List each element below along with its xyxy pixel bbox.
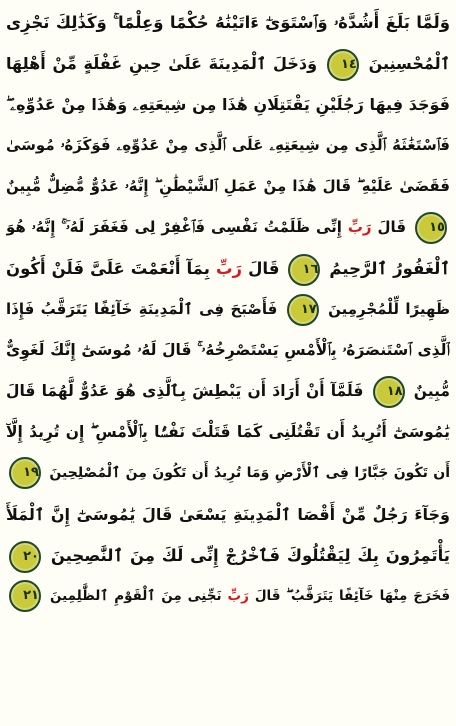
verse-number-marker: ٢٠ [9, 541, 41, 573]
verse-number-marker: ١٩ [9, 457, 41, 489]
verse-text: فَأَصْبَحَ فِى ٱلْمَدِينَةِ خَآئِفًا يَتَرَقَّبُ فَإِذَا [6, 300, 278, 318]
text-line [6, 248, 450, 289]
text-line [6, 125, 450, 166]
verse-number-marker: ١٤ [327, 49, 359, 81]
text-line [6, 412, 450, 453]
verse-text: فَلَمَّآ أَنْ أَرَادَ أَن يَبْطِشَ بِٱلَّذِى هُوَ عَدُوٌّ لَّهُمَا قَالَ [6, 382, 364, 400]
verse-text: يَأْتَمِرُونَ بِكَ لِيَقْتُلُوكَ فَٱخْرُجْ إِنِّى لَكَ مِنَ ٱلنَّٰصِحِينَ [50, 546, 450, 565]
text-line [6, 2, 450, 43]
verse-text: وَجَآءَ رَجُلٌ مِّنْ أَقْصَا ٱلْمَدِينَةِ يَسْعَىٰ قَالَ يَٰمُوسَىٰٓ إِنَّ ٱلْمَلَأَ [6, 505, 450, 524]
verse-text: ظَهِيرًا لِّلْمُجْرِمِينَ [328, 300, 450, 318]
text-line [6, 330, 450, 371]
verse-number-marker: ١٨ [373, 376, 405, 408]
text-line [6, 535, 450, 576]
verse-text: قَالَ [248, 259, 280, 278]
text-line [6, 494, 450, 535]
verse-text: فَخَرَجَ مِنْهَا خَآئِفًا يَتَرَقَّبُ ۖ قَالَ [254, 588, 450, 604]
verse-text: ٱلْغَفُورُ ٱلرَّحِيمُ [329, 259, 450, 278]
verse-text: ٱلْمُحْسِنِينَ [368, 54, 450, 73]
verse-number-marker: ١٧ [287, 294, 319, 326]
highlighted-word: رَبِّ [227, 588, 249, 604]
text-line [6, 289, 450, 330]
highlighted-word: رَبِّ [215, 259, 243, 278]
text-line [6, 371, 450, 412]
verse-text: فَوَجَدَ فِيهَا رَجُلَيْنِ يَقْتَتِلَانِ هَٰذَا مِن شِيعَتِهِۦ وَهَٰذَا مِنْ عَدُوِّهِۦ ۖ [6, 95, 450, 114]
verse-text: يَٰمُوسَىٰٓ أَتُرِيدُ أَن تَقْتُلَنِى كَمَا قَتَلْتَ نَفْسًۢا بِٱلْأَمْسِ ۖ إِن تُرِيدُ إِلَّآ [6, 423, 450, 441]
text-line [6, 207, 450, 248]
verse-text: فَٱسْتَغَٰثَهُ ٱلَّذِى مِن شِيعَتِهِۦ عَلَى ٱلَّذِى مِنْ عَدُوِّهِۦ فَوَكَزَهُۥ مُوسَىٰ [6, 136, 450, 154]
verse-text: بِمَآ أَنْعَمْتَ عَلَىَّ فَلَنْ أَكُونَ [6, 259, 210, 278]
verse-number-marker: ١٥ [415, 212, 447, 244]
verse-number-marker: ٢١ [9, 580, 41, 612]
text-line [6, 43, 450, 84]
verse-text: أَن تَكُونَ جَبَّارًا فِى ٱلْأَرْضِ وَمَا تُرِيدُ أَن تَكُونَ مِنَ ٱلْمُصْلِحِينَ [49, 465, 450, 481]
verse-text: قَالَ [377, 218, 407, 236]
verse-text: نَجِّنِى مِنَ ٱلْقَوْمِ ٱلظَّٰلِمِينَ [49, 588, 222, 604]
verse-text: وَدَخَلَ ٱلْمَدِينَةَ عَلَىٰ حِينِ غَفْلَةٍ مِّنْ أَهْلِهَا [6, 54, 318, 73]
text-line [6, 576, 450, 617]
text-line [6, 84, 450, 125]
verse-text: إِنِّى ظَلَمْتُ نَفْسِى فَٱغْفِرْ لِى فَغَفَرَ لَهُۥٓ ۚ إِنَّهُۥ هُوَ [6, 218, 342, 236]
text-line [6, 453, 450, 494]
verse-text: مُّبِينٌ [413, 382, 450, 400]
verse-text: ٱلَّذِى ٱسْتَنصَرَهُۥ بِٱلْأَمْسِ يَسْتَصْرِخُهُۥ ۚ قَالَ لَهُۥ مُوسَىٰٓ إِنَّكَ لَغَوِىٌّ [6, 341, 450, 359]
verse-text: فَقَضَىٰ عَلَيْهِ ۖ قَالَ هَٰذَا مِنْ عَمَلِ ٱلشَّيْطَٰنِ ۖ إِنَّهُۥ عَدُوٌّ مُّضِلٌّ مُّبِينٌ [6, 177, 450, 195]
verse-number-marker: ١٦ [288, 254, 320, 286]
verse-text: وَلَمَّا بَلَغَ أَشُدَّهُۥ وَٱسْتَوَىٰٓ ءَاتَيْنَٰهُ حُكْمًا وَعِلْمًا ۚ وَكَذَٰلِكَ نَجْزِى [6, 13, 450, 32]
highlighted-word: رَبِّ [347, 218, 372, 236]
text-line [6, 166, 450, 207]
